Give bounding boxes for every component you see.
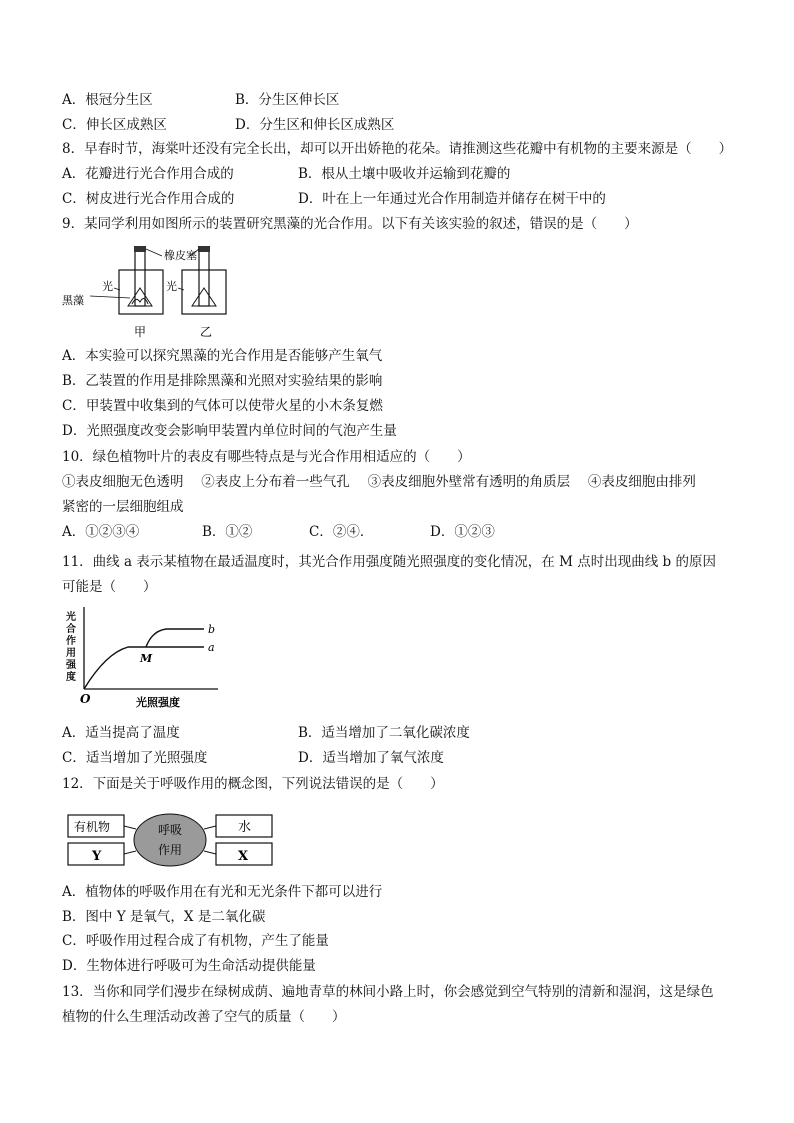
q11-option-d: D．适当增加了氧气浓度 [298,750,444,766]
ellipse-top-label: 呼吸 [158,823,183,837]
q9-option-d: D．光照强度改变会影响甲装置内单位时间的气泡产生量 [62,423,397,439]
q9-option-a: A．本实验可以探究黑藻的光合作用是否能够产生氧气 [62,348,383,364]
stopper-yi [198,246,210,252]
q8-option-a: A．花瓣进行光合作用合成的 [62,166,234,182]
q10-items-line1: ①表皮细胞无色透明 ②表皮上分布着一些气孔 ③表皮细胞外壁常有透明的角质层 ④表皮细胞由排列 [62,474,696,490]
q11-curve-figure [66,603,226,711]
box-y-label: Y [92,849,102,864]
box-organic-label: 有机物 [74,820,111,834]
q10-items-line2: 紧密的一层细胞组成 [62,499,184,515]
q12-option-d: D．生物体进行呼吸可为生命活动提供能量 [62,958,316,974]
beaker-yi [182,270,226,314]
curve-b [146,629,204,647]
q7-option-b: B．分生区伸长区 [235,92,340,108]
algae-pointer [90,296,130,298]
q13-stem-line2: 植物的什么生理活动改善了空气的质量（ ） [62,1009,346,1025]
tube-yi [199,250,209,306]
box-x-label: X [238,849,249,864]
x-axis-label: 光照强度 [136,696,180,709]
q10-option-a: A．①②③④ [62,524,140,540]
q12-option-b: B．图中 Y 是氧气，X 是二氧化碳 [62,909,266,925]
q9-apparatus-figure [62,244,232,340]
funnel-jia [128,288,152,306]
label-light-jia: 光 [102,280,113,293]
q8-stem: 8．早春时节，海棠叶还没有完全长出，却可以开出娇艳的花朵。请推测这些花瓣中有机物的主要来源是（ ） [62,141,733,157]
funnel-yi [192,288,216,306]
q10-stem: 10．绿色植物叶片的表皮有哪些特点是与光合作用相适应的（ ） [62,449,471,465]
q7-option-a: A．根冠分生区 [62,92,153,108]
point-m-label: M [140,652,153,665]
label-light-yi: 光 [166,280,177,293]
q10-option-b: B．①② [202,524,253,540]
arrow-organic [124,826,136,829]
q10-option-d: D．①②③ [430,524,495,540]
box-water-label: 水 [238,820,252,835]
light-arrow-yi [178,288,184,290]
ellipse-bottom-label: 作用 [158,843,183,857]
q11-stem-line2: 可能是（ ） [62,579,157,595]
q12-option-c: C．呼吸作用过程合成了有机物，产生了能量 [62,933,329,949]
q11-y-axis-label: 光合作用强度 [66,612,76,683]
q12-concept-figure [66,809,278,869]
q9-stem: 9．某同学利用如图所示的装置研究黑藻的光合作用。以下有关该实验的叙述，错误的是（ ） [62,216,638,232]
q12-stem: 12．下面是关于呼吸作用的概念图，下列说法错误的是（ ） [62,776,444,792]
ellipse-respiration [134,814,206,866]
q8-option-d: D．叶在上一年通过光合作用制造并储存在树干中的 [298,191,606,207]
curve-a-label: a [208,641,215,654]
q11-option-c: C．适当增加了光照强度 [62,750,208,766]
q7-option-c: C．伸长区成熟区 [62,117,167,133]
arrow-y [124,851,136,854]
curve-b-label: b [208,623,216,636]
arrow-x [204,851,216,854]
label-yi: 乙 [200,325,213,339]
q8-option-c: C．树皮进行光合作用合成的 [62,191,235,207]
q13-stem-line1: 13．当你和同学们漫步在绿树成荫、遍地青草的林间小路上时，你会感觉到空气特别的清新和湿润，这是绿色 [62,984,714,1000]
stopper-pointer-left [146,249,162,256]
q9-option-b: B．乙装置的作用是排除黑藻和光照对实验结果的影响 [62,373,383,389]
q11-option-a: A．适当提高了温度 [62,725,180,741]
label-stopper: 橡皮塞 [164,249,197,262]
q11-option-b: B．适当增加了二氧化碳浓度 [298,725,470,741]
stopper-jia [134,246,146,252]
q8-option-b: B．根从土壤中吸收并运输到花瓣的 [298,166,511,182]
q9-option-c: C．甲装置中收集到的气体可以使带火星的小木条复燃 [62,398,383,414]
tube-jia [135,250,145,306]
arrow-water [204,826,216,829]
label-jia: 甲 [134,325,147,339]
algae-plant-icon [132,298,148,304]
beaker-jia [119,270,163,314]
q7-option-d: D．分生区和伸长区成熟区 [235,117,395,133]
origin-label: O [80,692,91,706]
q12-option-a: A．植物体的呼吸作用在有光和无光条件下都可以进行 [62,884,383,900]
label-algae: 黑藻 [62,294,84,307]
q10-option-c: C．②④． [309,524,374,540]
q11-stem-line1: 11．曲线 a 表示某植物在最适温度时，其光合作用强度随光照强度的变化情况，在 M 点时出现曲线 b 的原因 [62,554,716,570]
